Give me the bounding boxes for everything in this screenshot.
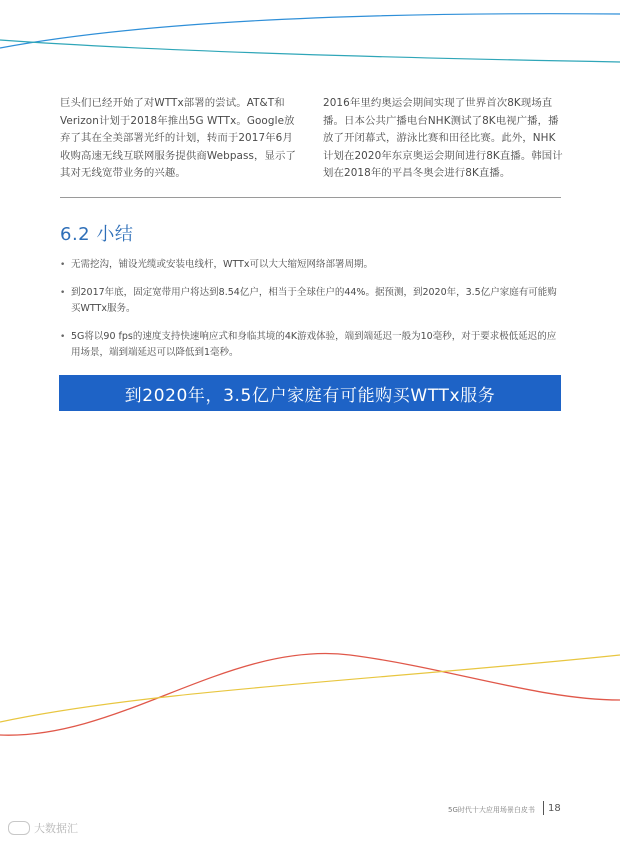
section-divider [60,197,561,198]
banner-text: 到2020年，3.5亿户家庭有可能购买WTTx服务 [124,385,496,406]
left-column-paragraph: 巨头们已经开始了对WTTx部署的尝试。AT&T和Verizon计划于2018年推出5G WTTx。Google放弃了其在全美部署光纤的计划，转而于2017年6月收购高速无线互联网服务提供商Webpass，显示了其对无线宽带业务的兴趣。 [60,97,296,179]
right-column-paragraph: 2016年里约奥运会期间实现了世界首次8K现场直播。日本公共广播电台NHK测试了8K电视广播，播放了开闭幕式，游泳比赛和田径比赛。此外，NHK计划在2020年东京奥运会期间进行8K直播。韩国计划在2018年的平昌冬奥会进行8K直播。 [323,97,563,179]
summary-bullet-list [60,257,565,373]
list-item [60,285,565,317]
footer-wave-yellow [0,655,620,722]
bullet-icon: • [60,288,66,298]
watermark-logo-icon [8,821,30,835]
header-wave-teal [0,40,620,62]
footer-divider [543,801,544,815]
footer-doc-title: 5G时代十大应用场景白皮书 [448,806,535,814]
bullet-icon: • [60,332,66,342]
watermark [8,820,78,836]
bullet-text: 5G将以90 fps的速度支持快速响应式和身临其境的4K游戏体验，端到端延迟一般为10毫秒，对于要求极低延迟的应用场景，端到端延迟可以降低到1毫秒。 [71,331,557,358]
bullet-text: 无需挖沟，铺设光缆或安装电线杆，WTTx可以大大缩短网络部署周期。 [71,259,373,270]
section-title: 6.2 小结 [60,224,134,245]
watermark-text: 大数据汇 [34,822,78,835]
header-wave-blue [0,14,620,48]
footer-wave-red [0,653,620,735]
list-item [60,257,565,273]
page-number: 18 [548,803,561,814]
list-item [60,329,565,361]
bullet-icon: • [60,260,66,270]
bullet-text: 到2017年底，固定宽带用户将达到8.54亿户，相当于全球住户的44%。据预测，到2020年，3.5亿户家庭有可能购买WTTx服务。 [71,287,557,314]
highlight-banner [59,375,561,411]
